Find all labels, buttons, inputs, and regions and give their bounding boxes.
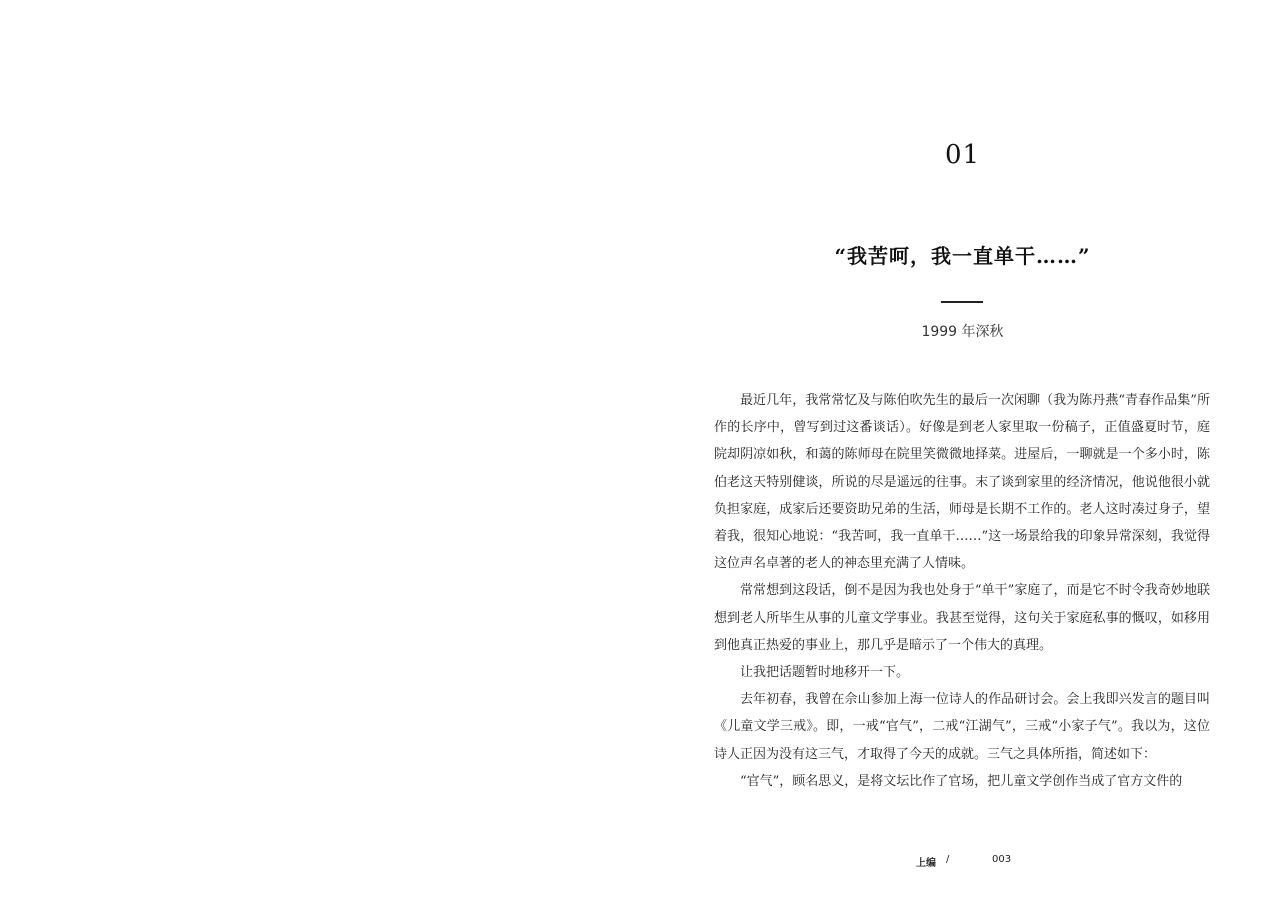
page-number: 003	[992, 854, 1012, 865]
paragraph: 最近几年，我常常忆及与陈伯吹先生的最后一次闲聊（我为陈丹燕“青春作品集”所作的长序中，曾写到过这番谈话）。好像是到老人家里取一份稿子，正值盛夏时节，庭院却阴凉如秋，和蔼的陈师母在院里笑微微地择菜。进屋后，一聊就是一个多小时，陈伯老这天特别健谈，所说的尽是遥远的往事。末了谈到家里的经济情况，他说他很小就负担家庭，成家后还要资助兄弟的生活，师母是长期不工作的。老人这时凑过身子，望着我，很知心地说：“我苦呵，我一直单干……”这一场景给我的印象异常深刻，我觉得这位声名卓著的老人的神态里充满了人情味。	[714, 393, 1210, 572]
chapter-title: “我苦呵，我一直单干……”	[834, 244, 1091, 268]
paragraph: “官气”，顾名思义，是将文坛比作了官场，把儿童文学创作当成了官方文件的	[740, 773, 1183, 789]
paragraph: 让我把话题暂时地移开一下。	[740, 665, 910, 681]
paragraph: 去年初春，我曾在佘山参加上海一位诗人的作品研讨会。会上我即兴发言的题目叫《儿童文学三戒》。即，一戒“官气”，二戒“江湖气”，三戒“小家子气”。我以为，这位诗人正因为没有这三气，才取得了今天的成就。三气之具体所指，简述如下：	[714, 692, 1210, 762]
left-page-blank	[0, 0, 640, 907]
body-text	[714, 387, 1210, 795]
folio-separator: /	[946, 854, 950, 865]
chapter-number: 01	[944, 140, 981, 170]
right-page	[640, 0, 1285, 907]
paragraph: 常常想到这段话，倒不是因为我也处身于“单干”家庭了，而是它不时令我奇妙地联想到老人所毕生从事的儿童文学事业。我甚至觉得，这句关于家庭私事的慨叹，如移用到他真正热爱的事业上，那几乎是暗示了一个伟大的真理。	[714, 583, 1210, 653]
section-label: 上编	[916, 858, 936, 869]
title-divider	[941, 301, 983, 303]
chapter-date: 1999 年深秋	[921, 324, 1004, 340]
